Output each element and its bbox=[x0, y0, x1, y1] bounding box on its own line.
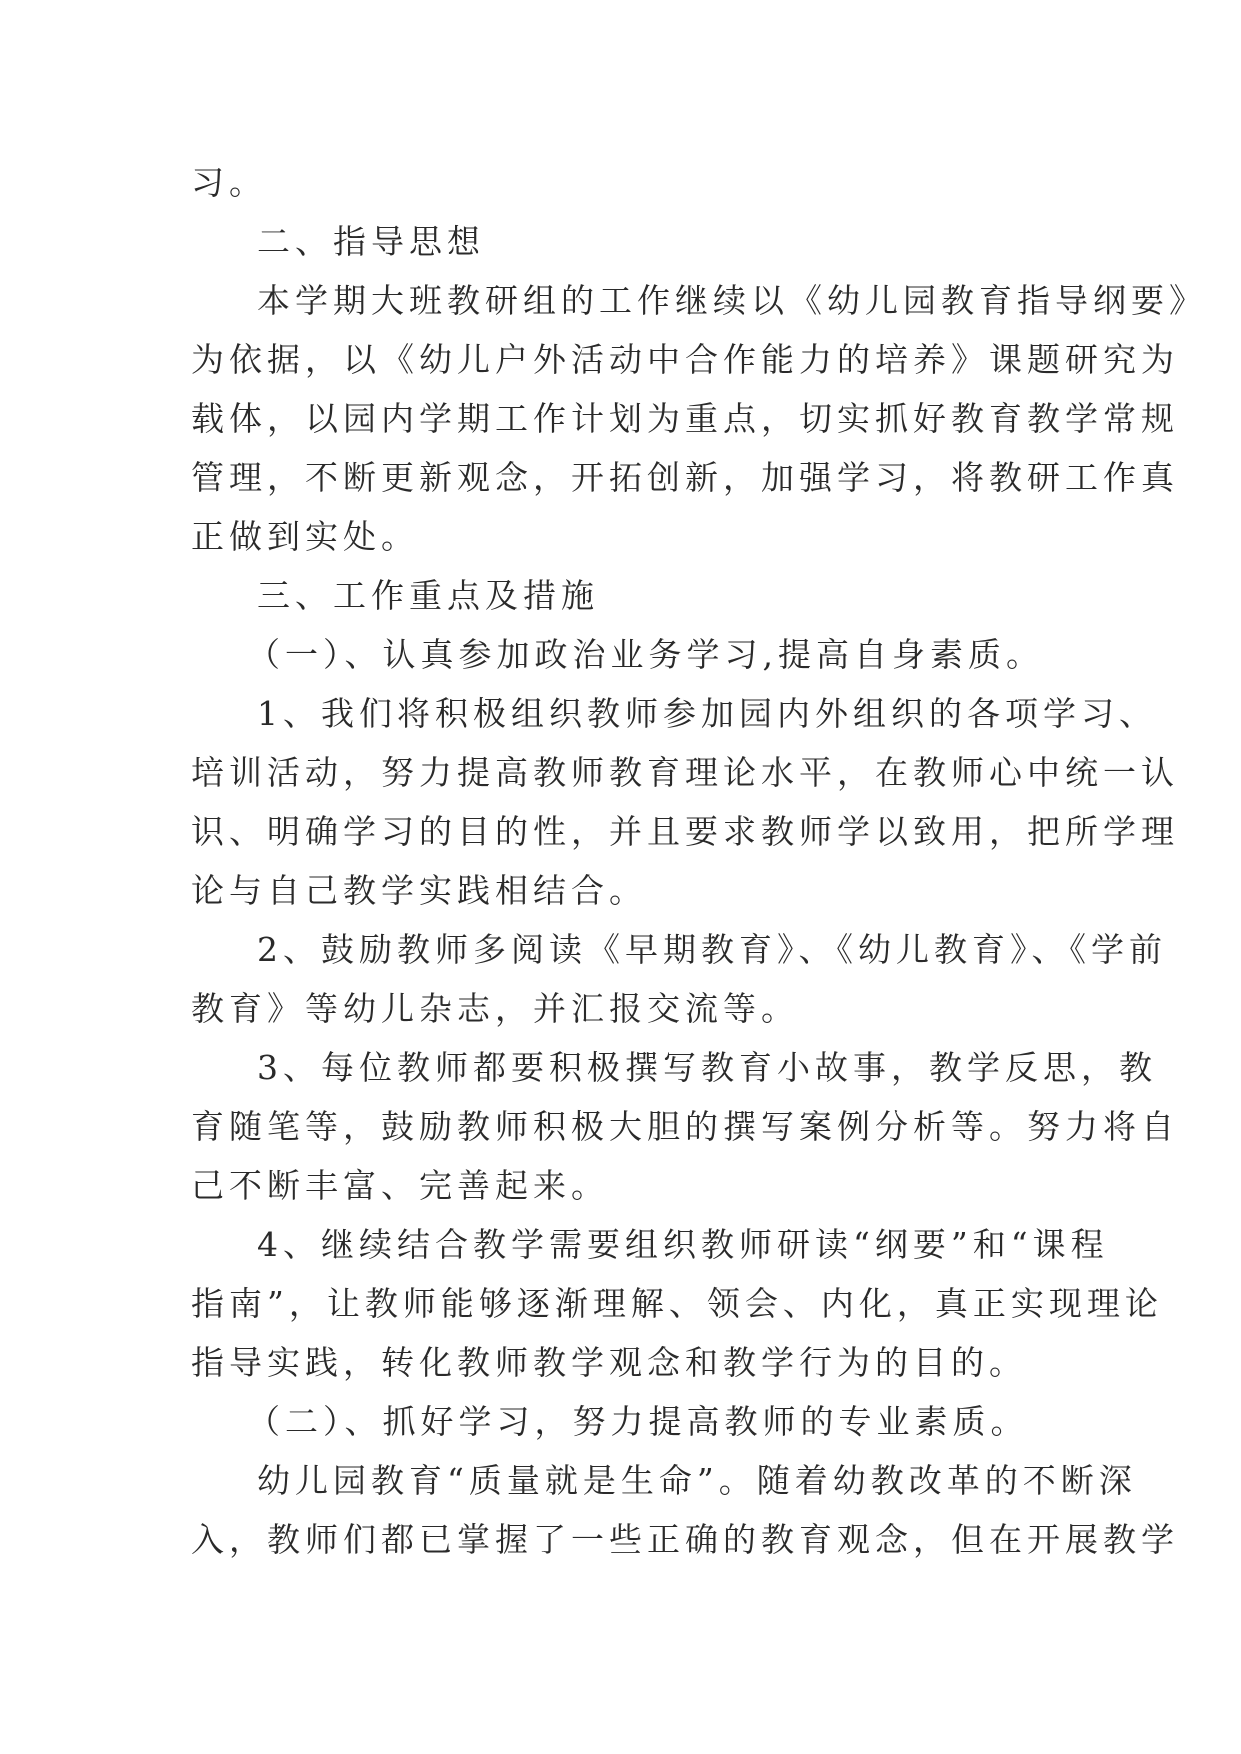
text-line: 教育》等幼儿杂志，并汇报交流等。 bbox=[191, 989, 799, 1028]
text-line: 本学期大班教研组的工作继续以《幼儿园教育指导纲要》 bbox=[257, 281, 1207, 320]
text-line: 入，教师们都已掌握了一些正确的教育观念，但在开展教学 bbox=[191, 1520, 1179, 1559]
section-heading: 二、指导思想 bbox=[257, 222, 485, 261]
text-line: 载体，以园内学期工作计划为重点，切实抓好教育教学常规 bbox=[191, 399, 1179, 438]
text-line: 3、每位教师都要积极撰写教育小故事，教学反思，教 bbox=[257, 1048, 1157, 1087]
text-line: 己不断丰富、完善起来。 bbox=[191, 1166, 609, 1205]
text-line: 2、鼓励教师多阅读《早期教育》、《幼儿教育》、《学前 bbox=[257, 930, 1167, 969]
text-line: 1、我们将积极组织教师参加园内外组织的各项学习、 bbox=[257, 694, 1157, 733]
text-line: 识、明确学习的目的性，并且要求教师学以致用，把所学理 bbox=[191, 812, 1179, 851]
text-line: 培训活动，努力提高教师教育理论水平，在教师心中统一认 bbox=[191, 753, 1179, 792]
text-line: 习。 bbox=[191, 163, 267, 202]
section-heading: 三、工作重点及措施 bbox=[257, 576, 599, 615]
text-line: 指南”，让教师能够逐渐理解、领会、内化，真正实现理论 bbox=[191, 1284, 1163, 1323]
text-line: 论与自己教学实践相结合。 bbox=[191, 871, 647, 910]
text-line: 指导实践，转化教师教学观念和教学行为的目的。 bbox=[191, 1343, 1027, 1382]
subsection-heading: （二）、抓好学习，努力提高教师的专业素质。 bbox=[247, 1402, 1029, 1441]
text-line: 管理，不断更新观念，开拓创新，加强学习，将教研工作真 bbox=[191, 458, 1179, 497]
text-line: 育随笔等，鼓励教师积极大胆的撰写案例分析等。努力将自 bbox=[191, 1107, 1179, 1146]
subsection-heading: （一）、认真参加政治业务学习,提高自身素质。 bbox=[247, 635, 1044, 674]
text-line: 正做到实处。 bbox=[191, 517, 419, 556]
text-line: 为依据，以《幼儿户外活动中合作能力的培养》课题研究为 bbox=[191, 340, 1179, 379]
document-body bbox=[191, 153, 1207, 1569]
text-line: 幼儿园教育“质量就是生命”。随着幼教改革的不断深 bbox=[257, 1461, 1137, 1500]
text-line: 4、继续结合教学需要组织教师研读“纲要”和“课程 bbox=[257, 1225, 1109, 1264]
